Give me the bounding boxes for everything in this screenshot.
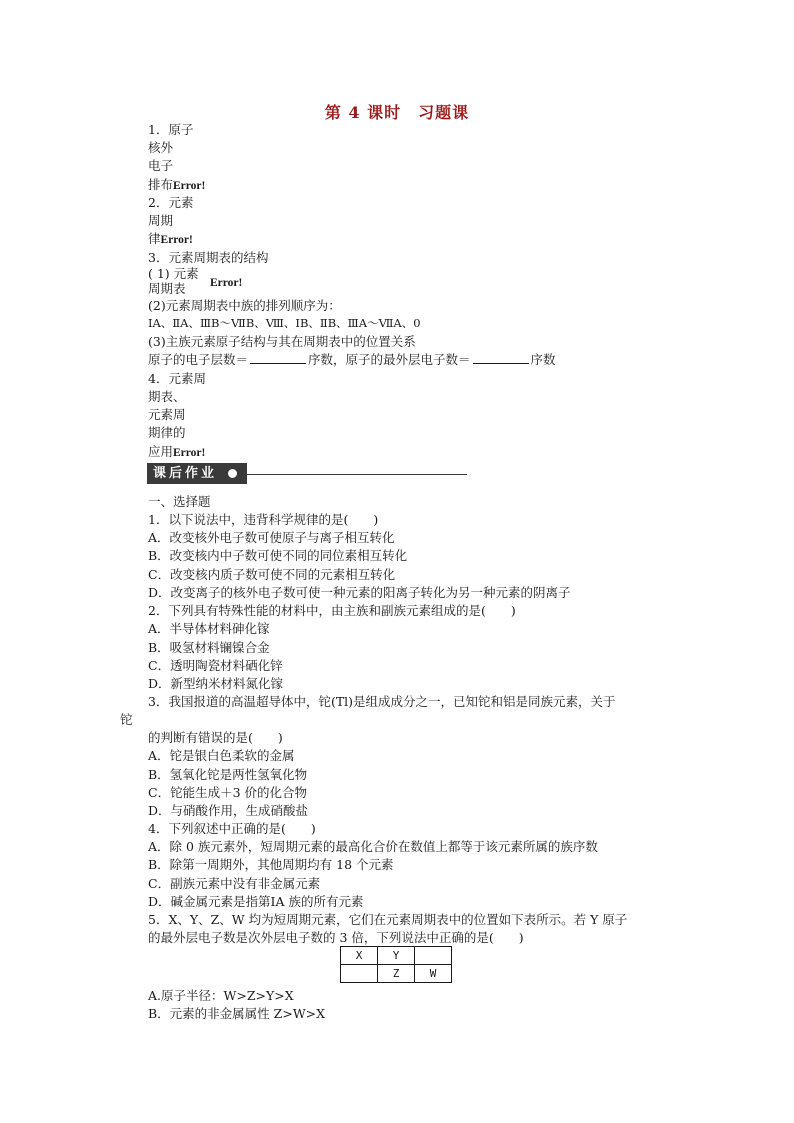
question-2-option: D．新型纳米材料氮化镓 xyxy=(148,676,284,691)
question-3-option: B．氢氧化铊是两性氢氧化物 xyxy=(148,767,308,782)
question-3-option: C．铊能生成＋3 价的化合物 xyxy=(148,785,307,800)
summary-2-text: 律 xyxy=(148,231,161,246)
question-4-option: D．碱金属元素是指第ⅠA 族的所有元素 xyxy=(148,894,364,909)
question-2-option: C．透明陶瓷材料硒化锌 xyxy=(148,658,283,673)
question-3-option: A．铊是银白色柔软的金属 xyxy=(148,748,295,763)
summary-3-1b: 周期表 xyxy=(148,281,186,296)
summary-3-3: (3)主族元素原子结构与其在周期表中的位置关系 xyxy=(148,334,416,349)
summary-3-2: (2)元素周期表中族的排列顺序为： xyxy=(148,298,341,313)
summary-3-heading: 3．元素周期表的结构 xyxy=(148,250,269,265)
table-row xyxy=(341,947,452,965)
summary-4-heading: 4．元素周 xyxy=(148,371,206,386)
summary-3-2-sequence: ⅠA、ⅡA、ⅢB～ⅦB、Ⅷ、ⅠB、ⅡB、ⅢA～ⅦA、0 xyxy=(148,316,421,330)
summary-1-line-c xyxy=(148,177,205,194)
summary-2-line-b xyxy=(148,231,193,248)
summary-3-3-relation xyxy=(148,352,556,367)
summary-4-line-d xyxy=(148,444,205,461)
table-cell: W xyxy=(415,965,452,983)
question-3-stem-wrap: 铊 xyxy=(120,712,133,727)
table-cell: X xyxy=(341,947,378,965)
summary-2-line-a: 周期 xyxy=(148,213,174,228)
question-3-stem: 3．我国报道的高温超导体中，铊(Tl)是组成成分之一，已知铊和铝是同族元素，关于 xyxy=(148,694,616,709)
fill-blank xyxy=(250,352,306,364)
periodic-position-table xyxy=(340,946,452,983)
summary-4-line-b: 元素周 xyxy=(148,407,186,422)
banner-rule xyxy=(247,474,467,475)
summary-1-line-a: 核外 xyxy=(148,140,174,155)
error-placeholder: Error! xyxy=(173,447,206,459)
error-placeholder: Error! xyxy=(210,277,243,289)
question-1-option: D．改变离子的核外电子数可使一种元素的阳离子转化为另一种元素的阴离子 xyxy=(148,585,571,600)
question-1-option: B．改变核内中子数可使不同的同位素相互转化 xyxy=(148,548,408,563)
section-heading: 一、选择题 xyxy=(148,494,211,509)
banner-dot-icon xyxy=(227,468,238,479)
question-2-stem: 2．下列具有特殊性能的材料中，由主族和副族元素组成的是( ) xyxy=(148,603,516,618)
question-5-option: A.原子半径：W>Z>Y>X xyxy=(148,988,294,1003)
question-4-option: C．副族元素中没有非金属元素 xyxy=(148,876,321,891)
question-1-stem: 1．以下说法中，违背科学规律的是( ) xyxy=(148,512,379,527)
error-placeholder: Error! xyxy=(173,180,206,192)
summary-1-line-b: 电子 xyxy=(148,158,174,173)
question-2-option: B．吸氢材料镧镍合金 xyxy=(148,640,270,655)
summary-1-text: 排布 xyxy=(148,177,174,192)
question-2-option: A．半导体材料砷化镓 xyxy=(148,621,270,636)
summary-2-heading: 2．元素 xyxy=(148,195,194,210)
table-cell: Z xyxy=(378,965,415,983)
homework-banner: 课后作业 xyxy=(147,463,247,484)
relation-part-b: 序数，原子的最外层电子数＝ xyxy=(308,352,471,367)
question-3-stem-cont: 的判断有错误的是( ) xyxy=(148,730,283,745)
question-5-stem: 5．X、Y、Z、W 均为短周期元素，它们在元素周期表中的位置如下表所示。若 Y 原子 xyxy=(148,912,628,927)
question-3-option: D．与硝酸作用，生成硝酸盐 xyxy=(148,803,309,818)
relation-part-a: 原子的电子层数＝ xyxy=(148,352,249,367)
summary-4-line-c: 期律的 xyxy=(148,425,186,440)
summary-4-line-a: 期表、 xyxy=(148,389,186,404)
table-cell xyxy=(341,965,378,983)
question-4-option: B．除第一周期外，其他周期均有 18 个元素 xyxy=(148,857,394,872)
page-title: 第 4 课时 习题课 xyxy=(324,103,470,122)
summary-4-text: 应用 xyxy=(148,444,174,459)
summary-1-heading: 1．原子 xyxy=(148,122,194,137)
question-5-stem-cont: 的最外层电子数是次外层电子数的 3 倍，下列说法中正确的是( ) xyxy=(148,930,524,945)
fill-blank xyxy=(473,352,529,364)
question-5-option: B．元素的非金属属性 Z>W>X xyxy=(148,1006,326,1021)
question-1-option: A．改变核外电子数可使原子与离子相互转化 xyxy=(148,530,395,545)
question-4-stem: 4．下列叙述中正确的是( ) xyxy=(148,821,316,836)
table-row xyxy=(341,965,452,983)
relation-part-c: 序数 xyxy=(530,352,556,367)
table-cell: Y xyxy=(378,947,415,965)
question-1-option: C．改变核内质子数可使不同的元素相互转化 xyxy=(148,567,396,582)
question-4-option: A．除 0 族元素外，短周期元素的最高化合价在数值上都等于该元素所属的族序数 xyxy=(148,839,598,854)
table-cell xyxy=(415,947,452,965)
summary-3-1a: ( 1) 元素 xyxy=(148,266,199,281)
error-placeholder: Error! xyxy=(160,234,193,246)
